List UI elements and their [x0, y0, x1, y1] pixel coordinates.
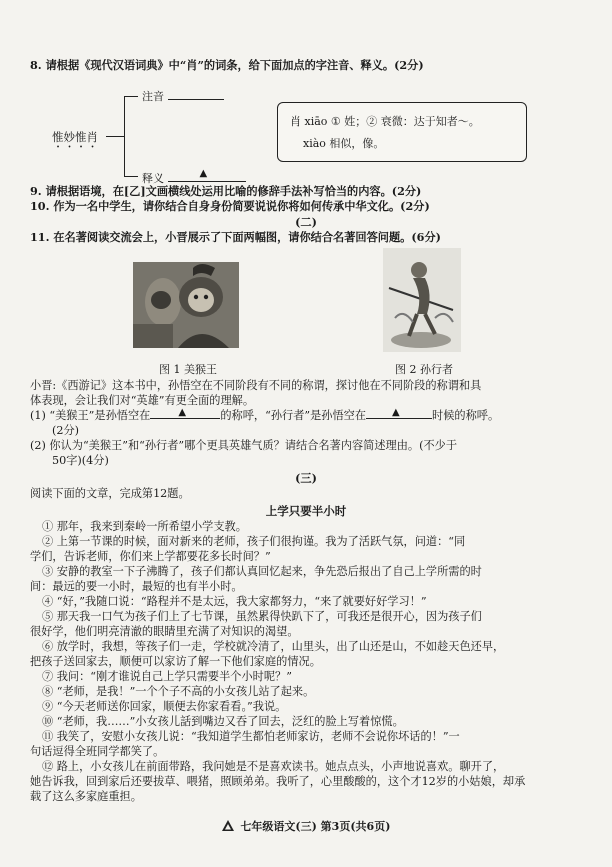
article-line: ⑥ 放学时，我想，等孩子们一走，学校就冷清了，山里头，出了山还是山，不如趁天色还早， — [42, 640, 505, 653]
article-line: ② 上第一节课的时候，面对新来的老师，孩子们很拘谨。我为了活跃气氛，问道：“同 — [42, 535, 466, 548]
q11-blank-2[interactable] — [366, 408, 432, 419]
branch-line-top — [124, 96, 138, 97]
article-line: ⑫ 路上，小女孩儿在前面带路，我问她是不是喜欢读书。她点点头，小声地说喜欢。聊开了， — [42, 760, 505, 773]
monkey-king-image — [133, 262, 239, 348]
branch-line-vertical — [124, 96, 125, 176]
question-8: 8. 请根据《现代汉语词典》中“肖”的词条，给下面加点的字注音、释义。(2分) — [30, 58, 424, 72]
article-line: ⑧ “老师，是我！”一个个子不高的小女孩儿站了起来。 — [42, 685, 315, 698]
target-word — [52, 129, 98, 151]
answer-triangle: ▲ — [178, 407, 187, 418]
article-line: ⑩ “老师，我……”小女孩儿話到嘴边又吞了回去，泛红的脸上写着惊慌。 — [42, 715, 404, 728]
q11-sub-2-line-2: 50字)(4分) — [52, 454, 109, 467]
branch-line-bottom — [124, 176, 138, 177]
q11-intro-line-2: 体表现，会让我们对“英雄”有更全面的理解。 — [30, 394, 255, 407]
article-line: 很好学，他们明亮清澈的眼睛里充满了对知识的渴望。 — [30, 625, 299, 638]
article-line: 学们，告诉老师，你们来上学都要花多长时间？” — [30, 550, 271, 563]
reading-intro: 阅读下面的文章，完成第12题。 — [30, 487, 190, 500]
article-line: ④ “好，”我随口说：“路程并不是太远，我大家都努力，“来了就要好好学习！” — [42, 595, 427, 608]
q11-sub-1-part-b: 的称呼，“孙行者”是孙悟空在 — [220, 409, 367, 422]
meaning-blank[interactable] — [168, 168, 246, 182]
q11-sub-1-score: (2分) — [52, 424, 80, 437]
branch-line-middle — [106, 136, 124, 137]
q11-blank-1[interactable] — [150, 408, 220, 419]
target-word-text: 惟妙惟肖 — [52, 130, 98, 144]
article-line: 句话逗得全班同学都笑了。 — [30, 745, 165, 758]
article-line: 间：最远的要一小时，最短的也有半小时。 — [30, 580, 243, 593]
q11-sub-2-line-1: (2) 你认为“美猴王”和“孙行者”哪个更具英雄气质？请结合名著内容简述理由。(不少于 — [30, 439, 458, 452]
page-footer — [0, 818, 612, 834]
pinyin-label-row — [142, 88, 224, 104]
article-line: ⑨ “今天老师送你回家，顺便去你家看看。”我说。 — [42, 700, 287, 713]
section-3-heading: (三) — [295, 471, 317, 485]
article-line: 把孩子送回家去，顺便可以家访了解一下他们家庭的情况。 — [30, 655, 321, 668]
q11-sub-1-part-c: 时候的称呼。 — [432, 409, 500, 422]
article-line: ⑤ 那天我一口气为孩子们上了七节课，虽然累得快趴下了，可我还是很开心，因为孩子们 — [42, 610, 482, 623]
answer-triangle: ▲ — [392, 407, 400, 418]
section-2-heading: (二) — [295, 215, 317, 229]
q11-sub-1-part-a: (1) “美猴王”是孙悟空在 — [30, 409, 151, 422]
article-title: 上学只要半小时 — [265, 504, 347, 518]
sun-xingzhe-illustration — [383, 248, 461, 352]
q11-intro-line-1: 小晋:《西游记》这本书中，孙悟空在不同阶段有不同的称谓，探讨他在不同阶段的称谓和具 — [30, 379, 482, 392]
footer-text: 七年级语文(三) 第3页(共6页) — [240, 820, 391, 833]
question-11: 11. 在名著阅读交流会上，小晋展示了下面两幅图，请你结合名著回答问题。(6分) — [30, 230, 441, 244]
dict-line-1: 肖 xiāo ① 姓；② 衰微：达于知者～。 — [290, 115, 480, 128]
sun-xingzhe-image — [383, 248, 461, 352]
article-line: ⑦ 我问：“刚才谁说自己上学只需要半个小时呢？” — [42, 670, 292, 683]
monkey-king-illustration — [133, 262, 239, 348]
article-line: 她告诉我，回到家后还要拔草、喂猪，照顾弟弟。我听了，心里酸酸的，这个才12岁的小姑娘，却承 — [30, 775, 526, 788]
article-line: ③ 安静的教室一下子沸腾了，孩子们都认真回忆起来，争先恐后报出了自己上学所需的时 — [42, 565, 482, 578]
figure-1-caption: 图 1 美猴王 — [159, 363, 217, 376]
meaning-label: 释义 — [142, 172, 164, 185]
publisher-logo-icon — [222, 820, 234, 832]
figure-2-caption: 图 2 孙行者 — [395, 363, 453, 376]
pinyin-blank[interactable] — [168, 89, 224, 100]
dictionary-entry-box — [277, 102, 527, 162]
question-10: 10. 作为一名中学生，请你结合自身身份简要说说你将如何传承中华文化。(2分) — [30, 199, 430, 213]
pinyin-label: 注音 — [142, 90, 164, 103]
article-line: 载了这么多家庭重担。 — [30, 790, 142, 803]
question-9: 9. 请根据语境，在[乙]文画横线处运用比喻的修辞手法补写恰当的内容。(2分) — [30, 184, 422, 198]
q11-sub-1 — [30, 408, 590, 423]
answer-triangle: ▲ — [199, 168, 208, 179]
article-line: ① 那年，我来到秦岭一所希望小学支教。 — [42, 520, 247, 533]
dict-line-2: xiào 相似，像。 — [303, 137, 385, 150]
article-line: ⑪ 我笑了，安慰小女孩儿说：“我知道学生都怕老师家访，老师不会说你坏话的！”一 — [42, 730, 460, 743]
